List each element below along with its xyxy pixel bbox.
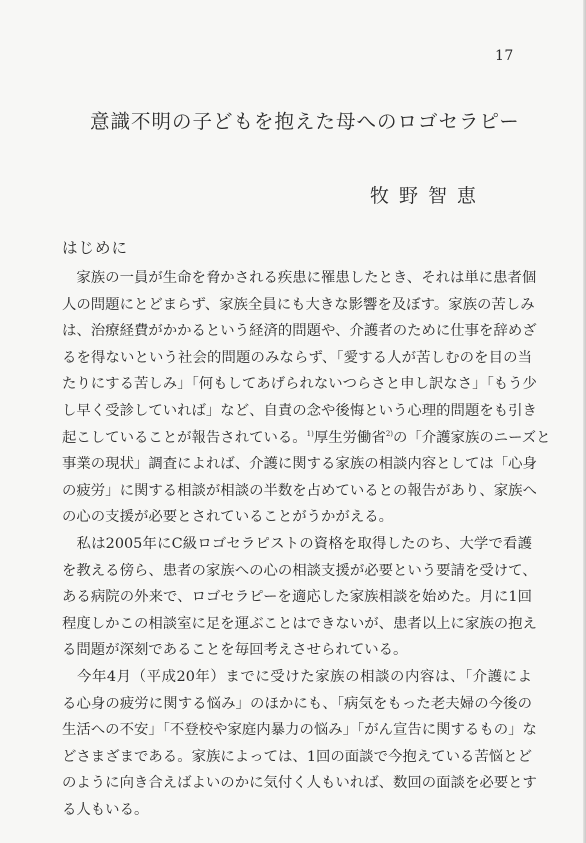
text-line bbox=[62, 292, 535, 319]
body-text bbox=[62, 265, 551, 823]
text-line bbox=[62, 265, 537, 292]
text-line bbox=[62, 770, 537, 797]
text-segment: 生活への不安」「不登校や家庭内暴力の悩み」「がん宣告に関するもの」な bbox=[62, 722, 537, 739]
text-segment: 家族の一員が生命を脅かされる疾患に罹患したとき、それは単に患者個 bbox=[62, 270, 537, 286]
text-line bbox=[62, 584, 532, 611]
text-line bbox=[62, 478, 537, 505]
author-name: 牧野智恵 bbox=[370, 185, 487, 207]
text-line bbox=[62, 451, 537, 478]
text-segment: 今年4月（平成20年）までに受けた家族の相談の内容は、「介護によ bbox=[62, 668, 532, 685]
text-segment: どさまざまである。家族によっては、1回の面談で今抱えている苦悩とど bbox=[62, 748, 532, 765]
text-line bbox=[62, 504, 532, 531]
text-line bbox=[62, 398, 537, 425]
text-segment: の疲労」に関する相談が相談の半数を占めているとの報告があり、家族へ bbox=[62, 482, 537, 499]
text-segment: 程度しかこの相談室に足を運ぶことはできないが、患者以上に家族の抱え bbox=[62, 615, 537, 632]
text-segment: 事業の現状」調査によれば、介護に関する家族の相談内容としては「心身 bbox=[62, 456, 537, 473]
text-line bbox=[62, 717, 537, 744]
text-line bbox=[62, 611, 537, 638]
text-segment: 人の問題にとどまらず、家族全員にも大きな影響を及ぼす。家族の苦しみ bbox=[62, 296, 535, 313]
text-line bbox=[62, 318, 537, 345]
text-line bbox=[62, 744, 532, 771]
text-segment: たりにする苦しみ」「何もしてあげられないつらさと申し訳なさ」「もう少 bbox=[62, 376, 537, 393]
reference-superscript: 2) bbox=[385, 429, 393, 438]
text-line bbox=[62, 637, 532, 664]
text-segment: ある病院の外来で、ロゴセラピーを適応した家族相談を始めた。月に1回 bbox=[62, 589, 532, 606]
text-segment: る心身の疲労に関する悩み」のほかにも、「病気をもった老夫婦の今後の bbox=[62, 695, 532, 712]
text-line bbox=[62, 425, 551, 452]
text-line bbox=[62, 691, 532, 718]
paragraph bbox=[62, 664, 537, 824]
text-line bbox=[62, 531, 532, 558]
text-line bbox=[62, 558, 537, 585]
text-segment: の「介護家族のニーズと bbox=[393, 429, 551, 446]
text-segment: のように向き合えばよいのかに気付く人もいれば、数回の面談を必要とす bbox=[62, 775, 537, 792]
text-segment: 起こしていることが報告されている。 bbox=[62, 429, 307, 446]
text-segment: し早く受診していれば」など、自責の念や後悔という心理的問題をも引き bbox=[62, 402, 537, 419]
paragraph bbox=[62, 531, 537, 664]
text-line bbox=[62, 797, 532, 824]
text-segment: は、治療経費がかかるという経済的問題や、介護者のために仕事を辞めざ bbox=[62, 323, 537, 340]
text-segment: の心の支援が必要とされていることがうかがえる。 bbox=[62, 509, 393, 526]
section-heading: はじめに bbox=[62, 239, 129, 257]
text-segment: 厚生労働省 bbox=[313, 429, 386, 446]
text-line bbox=[62, 345, 532, 372]
text-segment: る問題が深刻であることを毎回考えさせられている。 bbox=[62, 642, 408, 659]
page-number: 17 bbox=[495, 48, 514, 64]
text-line bbox=[62, 664, 532, 691]
paragraph bbox=[62, 265, 551, 531]
text-segment: 私は2005年にC級ロゴセラピストの資格を取得したのち、大学で看護 bbox=[62, 535, 532, 552]
text-segment: るを得ないという社会的問題のみならず、「愛する人が苦しむのを目の当 bbox=[62, 349, 532, 366]
text-segment: る人もいる。 bbox=[62, 801, 149, 818]
text-segment: を教える傍ら、患者の家族への心の相談支援が必要という要請を受けて、 bbox=[62, 562, 537, 579]
reference-superscript: 1) bbox=[306, 429, 314, 438]
text-line bbox=[62, 371, 537, 398]
article-title: 意識不明の子どもを抱えた母へのロゴセラピー bbox=[90, 110, 520, 133]
